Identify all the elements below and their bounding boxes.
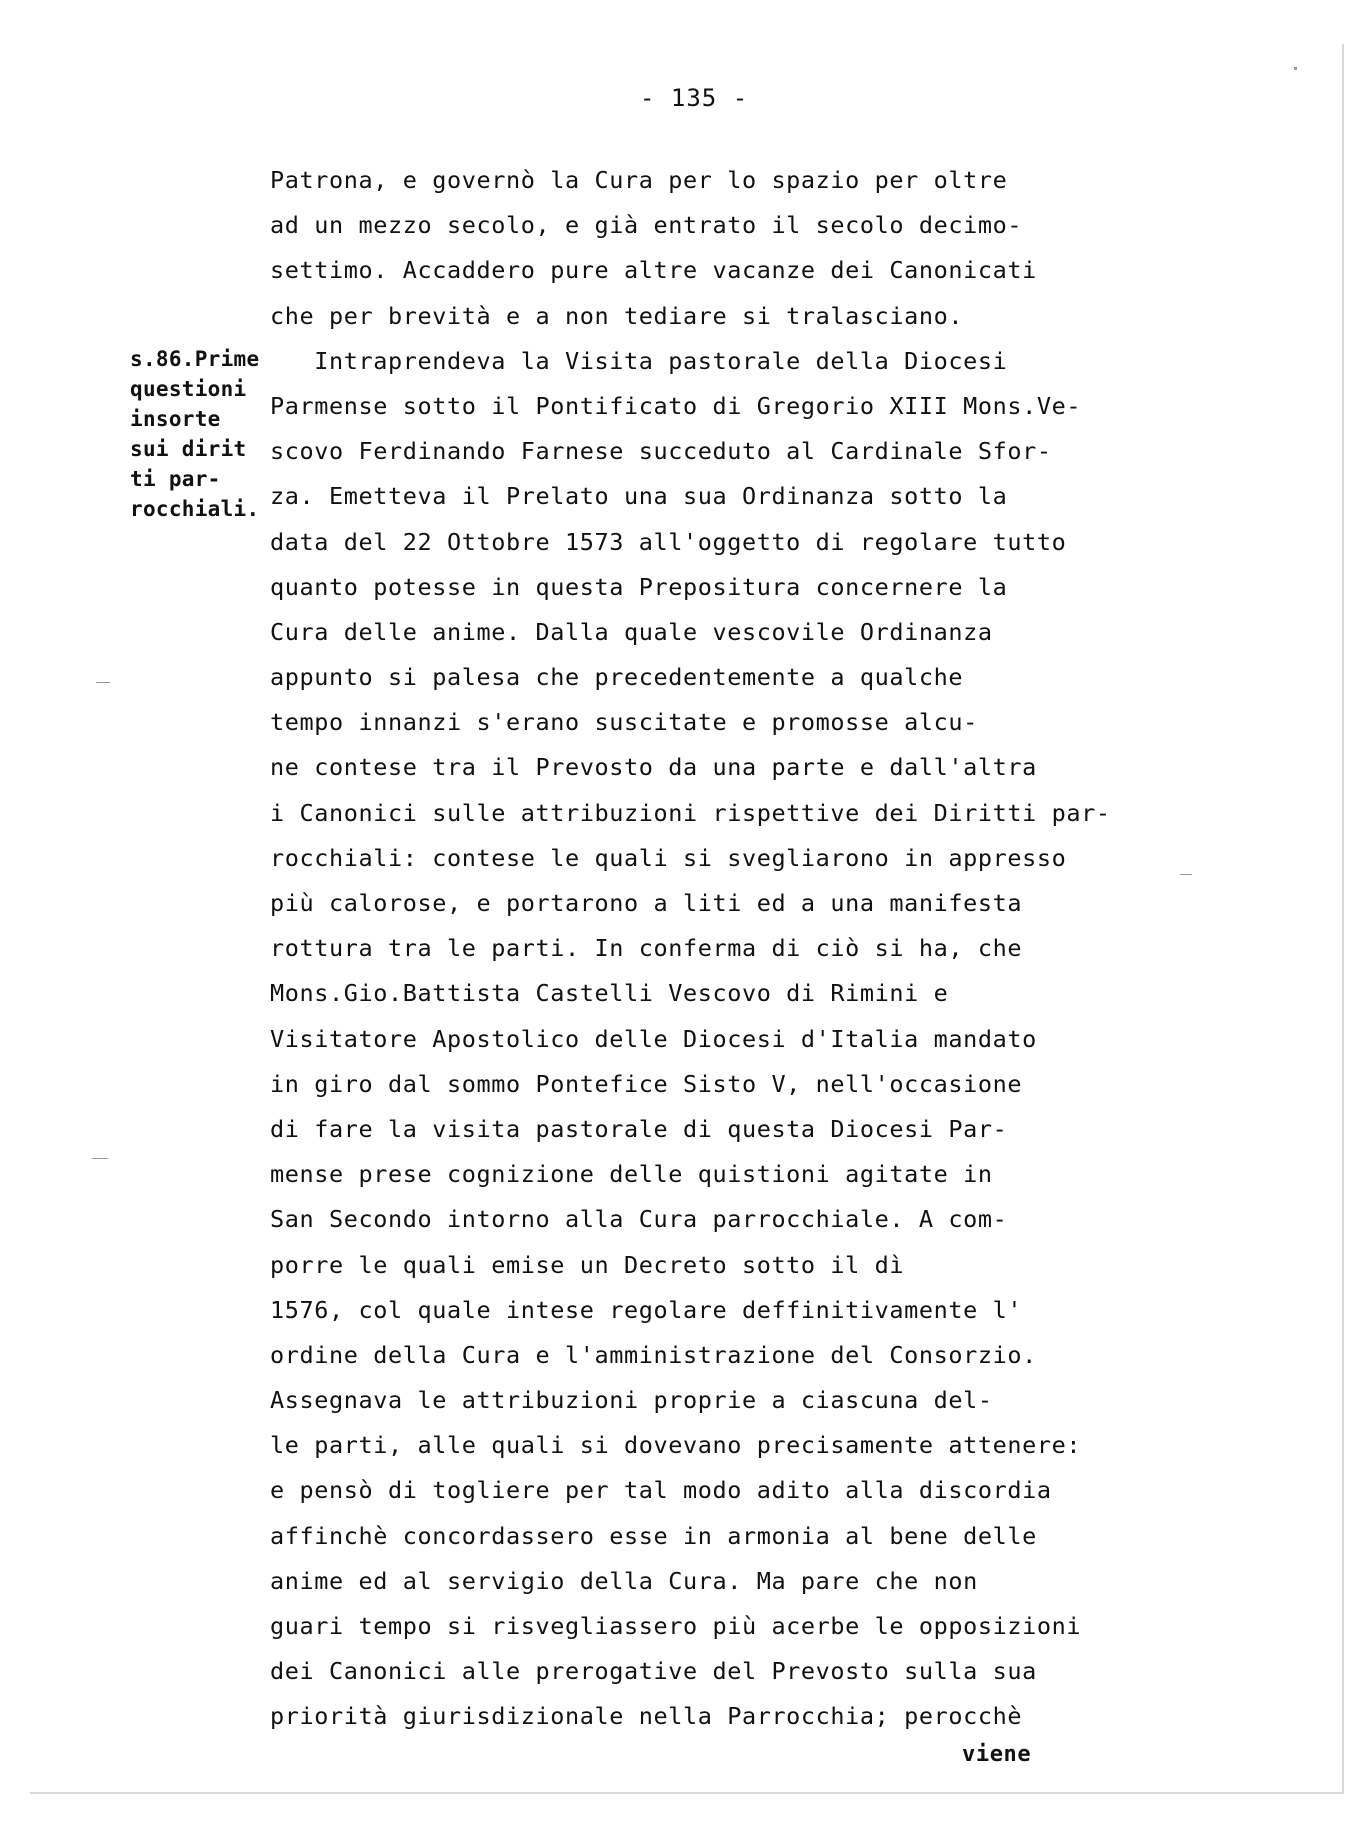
text-line: scovo Ferdinando Farnese succeduto al Cardinale Sfor- [270,437,1052,466]
text-line: Cura delle anime. Dalla quale vescovile Ordinanza [270,617,993,646]
text-line: porre le quali emise un Decreto sotto il dì [270,1250,905,1279]
text-line: ad un mezzo secolo, e già entrato il secolo decimo- [270,211,1023,240]
text-line: San Secondo intorno alla Cura parrocchiale. A com- [270,1205,1008,1234]
text-line: più calorose, e portarono a liti ed a una manifesta [270,889,1023,917]
scan-speck [1294,67,1297,70]
catchword: viene [962,1742,1032,1767]
margin-note-line: s.86.Prime [130,347,260,371]
text-line: quanto potesse in questa Prepositura concernere la [270,572,1008,601]
margin-mark [96,682,110,683]
text-line: rocchiali: contese le quali si svegliarono in appresso [270,843,1067,872]
text-line: anime ed al servigio della Cura. Ma pare che non [270,1566,978,1595]
page-number: - 135 - [640,84,749,112]
text-line: guari tempo si risvegliassero più acerbe le opposizioni [270,1612,1082,1640]
text-line: di fare la visita pastorale di questa Diocesi Par- [270,1114,1008,1143]
body-text [270,158,1150,1740]
margin-note-line: rocchiali. [130,497,260,521]
text-line: e pensò di togliere per tal modo adito alla discordia [270,1476,1052,1505]
text-line: Parmense sotto il Pontificato di Gregorio XIII Mons.Ve- [270,391,1082,420]
text-line: Mons.Gio.Battista Castelli Vescovo di Rimini e [270,979,949,1008]
text-line: i Canonici sulle attribuzioni rispettive dei Diritti par- [270,798,1111,827]
text-line: che per brevità e a non tediare si tralasciano. [270,301,964,330]
text-line: tempo innanzi s'erano suscitate e promosse alcu- [270,708,978,737]
text-line: rottura tra le parti. In conferma di ciò si ha, che [270,934,1023,963]
margin-note-line: ti par- [130,467,221,491]
margin-note-line: sui dirit [130,437,247,461]
text-line: Patrona, e governò la Cura per lo spazio per oltre [270,166,1008,194]
text-line: priorità giurisdizionale nella Parrocchia; perocchè [270,1702,1023,1731]
text-line: Assegnava le attribuzioni proprie a ciascuna del- [270,1386,993,1415]
text-line: ne contese tra il Prevosto da una parte e dall'altra [270,753,1037,782]
margin-mark [1180,874,1192,875]
text-line: ordine della Cura e l'amministrazione del Consorzio. [270,1340,1037,1369]
text-line: in giro dal sommo Pontefice Sisto V, nell'occasione [270,1069,1023,1098]
text-line: data del 22 Ottobre 1573 all'oggetto di regolare tutto [270,527,1067,556]
text-line: dei Canonici alle prerogative del Prevosto sulla sua [270,1657,1037,1686]
text-line: mense prese cognizione delle quistioni agitate in [270,1160,993,1189]
margin-mark [92,1158,108,1159]
text-line: affinchè concordassero esse in armonia al bene delle [270,1521,1037,1550]
text-line: settimo. Accaddero pure altre vacanze dei Canonicati [270,256,1037,285]
margin-note [130,344,270,524]
margin-note-line: questioni [130,377,247,401]
margin-note-line: insorte [130,407,221,431]
text-line: appunto si palesa che precedentemente a qualche [270,663,964,692]
text-line: Visitatore Apostolico delle Diocesi d'Italia mandato [270,1024,1037,1053]
text-line: le parti, alle quali si dovevano precisamente attenere: [270,1431,1082,1460]
text-line: Intraprendeva la Visita pastorale della Diocesi [270,346,1008,375]
text-line: za. Emetteva il Prelato una sua Ordinanza sotto la [270,482,1008,511]
text-line: 1576, col quale intese regolare deffinitivamente l' [270,1295,1023,1324]
